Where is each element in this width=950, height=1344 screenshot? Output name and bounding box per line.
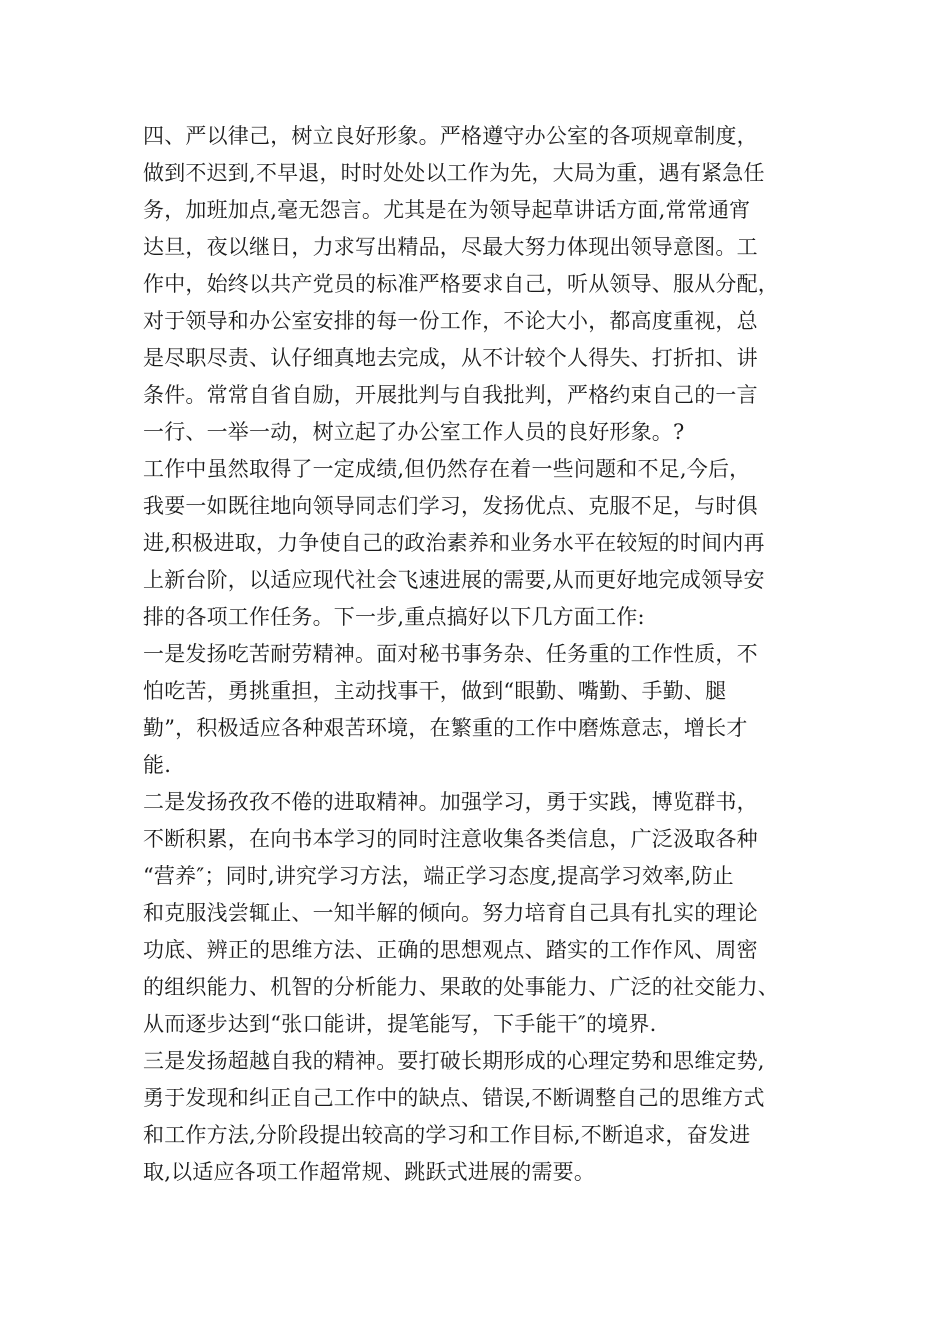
text-line: 能. (143, 753, 172, 777)
text-line: 达旦，夜以继日，力求写出精品，尽最大努力体现出领导意图。工 (143, 235, 758, 259)
text-line: 作中，始终以共产党员的标准严格要求自己，听从领导、服从分配， (143, 272, 779, 296)
text-line: 是尽职尽责、认仔细真地去完成，从不计较个人得失、打折扣、讲 (143, 346, 758, 370)
text-line: 条件。常常自省自励，开展批判与自我批判，严格约束自己的一言 (143, 383, 758, 407)
text-line: 怕吃苦，勇挑重担，主动找事干，做到“眼勤、嘴勤、手勤、腿 (143, 679, 727, 703)
text-line: 一行、一举一动，树立起了办公室工作人员的良好形象。? (143, 420, 685, 444)
text-line: 勤”，积极适应各种艰苦环境，在繁重的工作中磨炼意志，增长才 (143, 716, 748, 740)
document-body (143, 118, 833, 1191)
text-line: 工作中虽然取得了一定成绩,但仍然存在着一些问题和不足,今后， (143, 457, 751, 481)
text-line: 我要一如既往地向领导同志们学习，发扬优点、克服不足，与时俱 (143, 494, 758, 518)
paragraph-self-surpassing (143, 1043, 833, 1191)
text-line: 二是发扬孜孜不倦的进取精神。加强学习，勇于实践，博览群书， (143, 790, 758, 814)
text-line: 四、严以律己，树立良好形象。严格遵守办公室的各项规章制度， (143, 124, 758, 148)
text-line: 三是发扬超越自我的精神。要打破长期形成的心理定势和思维定势, (143, 1049, 765, 1073)
text-line: 一是发扬吃苦耐劳精神。面对秘书事务杂、任务重的工作性质，不 (143, 642, 758, 666)
paragraph-hardworking (143, 636, 833, 784)
text-line: 不断积累，在向书本学习的同时注意收集各类信息，广泛汲取各种 (143, 827, 758, 851)
text-line: 务，加班加点,毫无怨言。尤其是在为领导起草讲话方面,常常通宵 (143, 198, 751, 222)
text-line: 对于领导和办公室安排的每一份工作，不论大小，都高度重视，总 (143, 309, 758, 333)
text-line: 取,以适应各项工作超常规、跳跃式进展的需要。 (143, 1160, 596, 1184)
text-line: 和工作方法,分阶段提出较高的学习和工作目标,不断追求，奋发进 (143, 1123, 751, 1147)
text-line: 做到不迟到,不早退，时时处处以工作为先，大局为重，遇有紧急任 (143, 161, 765, 185)
text-line: “营养″；同时,讲究学习方法，端正学习态度,提高学习效率,防止 (143, 864, 734, 888)
paragraph-enterprising (143, 784, 833, 1043)
text-line: 功底、辨正的思维方法、正确的思想观点、踏实的工作作风、周密 (143, 938, 758, 962)
paragraph-shortcomings (143, 451, 833, 636)
text-line: 上新台阶，以适应现代社会飞速进展的需要,从而更好地完成领导安 (143, 568, 765, 592)
text-line: 勇于发现和纠正自己工作中的缺点、错误,不断调整自己的思维方式 (143, 1086, 765, 1110)
text-line: 排的各项工作任务。下一步,重点搞好以下几方面工作: (143, 605, 645, 629)
paragraph-self-discipline (143, 118, 833, 451)
text-line: 的组织能力、机智的分析能力、果敢的处事能力、广泛的社交能力、 (143, 975, 779, 999)
text-line: 从而逐步达到“张口能讲，提笔能写，下手能干″的境界. (143, 1012, 657, 1036)
text-line: 和克服浅尝辄止、一知半解的倾向。努力培育自己具有扎实的理论 (143, 901, 758, 925)
text-line: 进,积极进取，力争使自己的政治素养和业务水平在较短的时间内再 (143, 531, 765, 555)
